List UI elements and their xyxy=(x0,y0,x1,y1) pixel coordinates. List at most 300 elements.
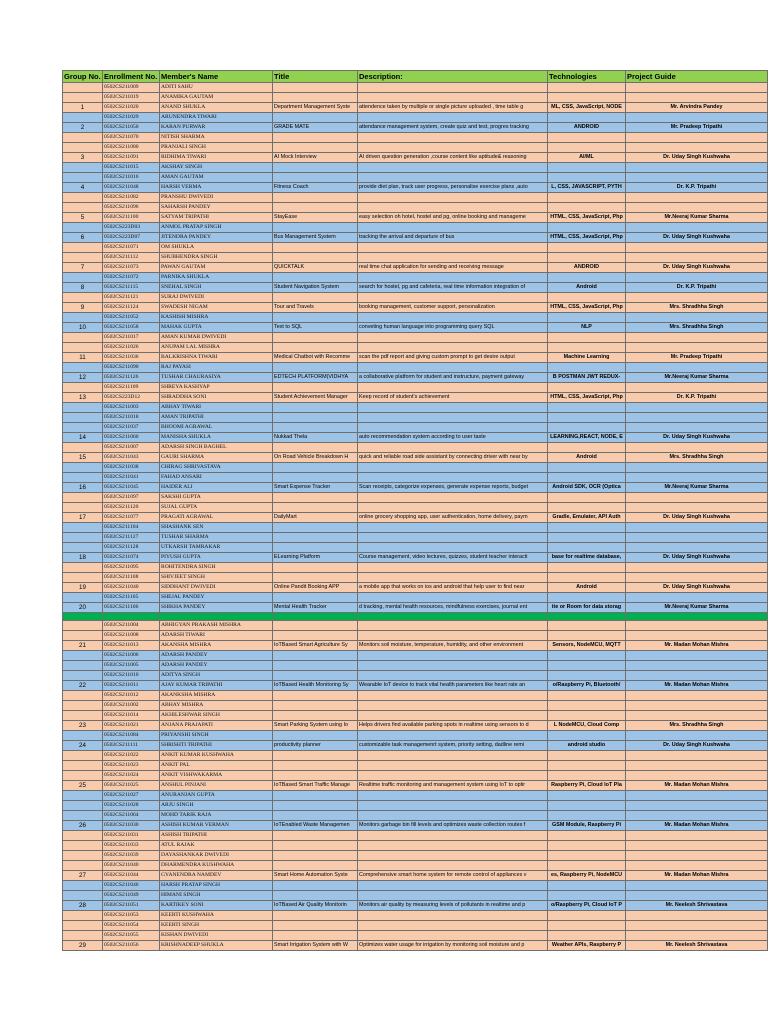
group-number-cell[interactable] xyxy=(63,173,103,183)
group-number-cell[interactable]: 16 xyxy=(63,483,103,493)
project-guide-cell[interactable]: Dr. Uday Singh Kushwaha xyxy=(626,153,768,163)
project-guide-cell[interactable] xyxy=(626,771,768,781)
enrollment-cell[interactable]: 0502CS211021 xyxy=(103,721,160,731)
group-number-cell[interactable]: 3 xyxy=(63,153,103,163)
group-number-cell[interactable] xyxy=(63,921,103,931)
description-cell[interactable]: Monitors air quality by measuring levels of pollutants in realtime and p xyxy=(358,901,548,911)
member-name-cell[interactable]: ANAMIKA GAUTAM xyxy=(160,93,273,103)
description-cell[interactable] xyxy=(358,861,548,871)
description-cell[interactable]: tracking the arrival and departure of bus xyxy=(358,233,548,243)
title-cell[interactable]: On Road Vehicle Breakdown H xyxy=(273,453,358,463)
enrollment-cell[interactable]: 0502CS211073 xyxy=(103,263,160,273)
member-name-cell[interactable]: ADITI SAHU xyxy=(160,83,273,93)
project-guide-cell[interactable] xyxy=(626,363,768,373)
group-number-cell[interactable]: 11 xyxy=(63,353,103,363)
enrollment-cell[interactable]: 0502CS211037 xyxy=(103,423,160,433)
technologies-cell[interactable] xyxy=(548,911,626,921)
description-cell[interactable] xyxy=(358,493,548,503)
description-cell[interactable] xyxy=(358,443,548,453)
project-guide-cell[interactable] xyxy=(626,523,768,533)
technologies-cell[interactable] xyxy=(548,573,626,583)
technologies-cell[interactable] xyxy=(548,881,626,891)
technologies-cell[interactable]: android studio xyxy=(548,741,626,751)
project-guide-cell[interactable]: Mr. Madan Mohan Mishra xyxy=(626,641,768,651)
technologies-cell[interactable] xyxy=(548,93,626,103)
enrollment-cell[interactable]: 0502CS211031 xyxy=(103,831,160,841)
description-cell[interactable] xyxy=(358,533,548,543)
group-number-cell[interactable] xyxy=(63,543,103,553)
title-cell[interactable]: Nukkad Thela xyxy=(273,433,358,443)
member-name-cell[interactable]: TUSHAR CHAURASIYA xyxy=(160,373,273,383)
group-number-cell[interactable]: 7 xyxy=(63,263,103,273)
title-cell[interactable] xyxy=(273,203,358,213)
project-guide-cell[interactable]: Mr. Madan Mohan Mishra xyxy=(626,821,768,831)
project-guide-cell[interactable]: Mrs. Shradhha Singh xyxy=(626,323,768,333)
title-cell[interactable]: EDTECH PLATFORM(VIDHYA xyxy=(273,373,358,383)
description-cell[interactable] xyxy=(358,593,548,603)
technologies-cell[interactable]: base for realtime database, xyxy=(548,553,626,563)
title-cell[interactable]: Student Achievement Manager xyxy=(273,393,358,403)
group-number-cell[interactable] xyxy=(63,523,103,533)
enrollment-cell[interactable]: 0502CS211014 xyxy=(103,711,160,721)
enrollment-cell[interactable]: 0502CS211111 xyxy=(103,741,160,751)
project-guide-cell[interactable] xyxy=(626,731,768,741)
group-number-cell[interactable] xyxy=(63,83,103,93)
group-number-cell[interactable] xyxy=(63,533,103,543)
group-number-cell[interactable]: 20 xyxy=(63,603,103,613)
technologies-cell[interactable] xyxy=(548,173,626,183)
title-cell[interactable] xyxy=(273,253,358,263)
technologies-cell[interactable] xyxy=(548,811,626,821)
description-cell[interactable] xyxy=(358,831,548,841)
group-number-cell[interactable]: 29 xyxy=(63,941,103,951)
description-cell[interactable] xyxy=(358,463,548,473)
enrollment-cell[interactable]: 0502CS223D03 xyxy=(103,223,160,233)
group-number-cell[interactable] xyxy=(63,711,103,721)
member-name-cell[interactable]: FAHAD ANSARI xyxy=(160,473,273,483)
group-number-cell[interactable] xyxy=(63,661,103,671)
technologies-cell[interactable]: ite or Room for data storag xyxy=(548,603,626,613)
description-cell[interactable] xyxy=(358,473,548,483)
member-name-cell[interactable]: ADARSH PANDEY xyxy=(160,661,273,671)
project-guide-cell[interactable] xyxy=(626,921,768,931)
group-number-cell[interactable] xyxy=(63,751,103,761)
technologies-cell[interactable] xyxy=(548,631,626,641)
member-name-cell[interactable]: SHREYA KASHYAP xyxy=(160,383,273,393)
description-cell[interactable] xyxy=(358,751,548,761)
title-cell[interactable]: Medical Chatbot with Recomme xyxy=(273,353,358,363)
group-number-cell[interactable] xyxy=(63,413,103,423)
enrollment-cell[interactable]: 0502CS211070 xyxy=(103,133,160,143)
technologies-cell[interactable] xyxy=(548,193,626,203)
enrollment-cell[interactable]: 0502CS211050 xyxy=(103,123,160,133)
enrollment-cell[interactable]: 0502CS211022 xyxy=(103,751,160,761)
technologies-cell[interactable] xyxy=(548,363,626,373)
enrollment-cell[interactable]: 0502CS211012 xyxy=(103,691,160,701)
project-guide-cell[interactable]: Mr. Madan Mohan Mishra xyxy=(626,681,768,691)
member-name-cell[interactable]: SNEHAL SINGH xyxy=(160,283,273,293)
enrollment-cell[interactable]: 0502CS211023 xyxy=(103,761,160,771)
group-number-cell[interactable]: 12 xyxy=(63,373,103,383)
group-number-cell[interactable]: 25 xyxy=(63,781,103,791)
enrollment-cell[interactable]: 0502CS211039 xyxy=(103,851,160,861)
title-cell[interactable] xyxy=(273,383,358,393)
project-guide-cell[interactable]: Mrs. Shradhha Singh xyxy=(626,721,768,731)
enrollment-cell[interactable]: 0502CS211003 xyxy=(103,403,160,413)
description-cell[interactable] xyxy=(358,811,548,821)
description-cell[interactable] xyxy=(358,143,548,153)
enrollment-cell[interactable]: 0502CS211128 xyxy=(103,543,160,553)
enrollment-cell[interactable]: 0502CS211049 xyxy=(103,891,160,901)
enrollment-cell[interactable]: 0502CS211041 xyxy=(103,473,160,483)
enrollment-cell[interactable]: 0502CS211046 xyxy=(103,881,160,891)
title-cell[interactable] xyxy=(273,493,358,503)
technologies-cell[interactable] xyxy=(548,593,626,603)
enrollment-cell[interactable]: 0502CS211077 xyxy=(103,513,160,523)
enrollment-cell[interactable]: 0502CS211040 xyxy=(103,861,160,871)
group-number-cell[interactable]: 24 xyxy=(63,741,103,751)
project-guide-cell[interactable] xyxy=(626,701,768,711)
project-guide-cell[interactable]: Mrs. Shradhha Singh xyxy=(626,453,768,463)
project-guide-cell[interactable] xyxy=(626,891,768,901)
technologies-cell[interactable]: ANDROID xyxy=(548,123,626,133)
title-cell[interactable] xyxy=(273,831,358,841)
title-cell[interactable] xyxy=(273,403,358,413)
enrollment-cell[interactable]: 0502CS211011 xyxy=(103,681,160,691)
title-cell[interactable] xyxy=(273,811,358,821)
title-cell[interactable] xyxy=(273,801,358,811)
title-cell[interactable] xyxy=(273,273,358,283)
technologies-cell[interactable] xyxy=(548,851,626,861)
member-name-cell[interactable]: SIDDHANT DWIVEDI xyxy=(160,583,273,593)
title-cell[interactable] xyxy=(273,463,358,473)
enrollment-cell[interactable]: 0502CS211105 xyxy=(103,593,160,603)
title-cell[interactable] xyxy=(273,761,358,771)
description-cell[interactable]: AI driven question generation ,course content like aptitude& reasoning xyxy=(358,153,548,163)
enrollment-cell[interactable]: 0502CS211005 xyxy=(103,661,160,671)
technologies-cell[interactable] xyxy=(548,223,626,233)
group-number-cell[interactable] xyxy=(63,891,103,901)
project-guide-cell[interactable] xyxy=(626,691,768,701)
description-cell[interactable] xyxy=(358,413,548,423)
project-guide-cell[interactable] xyxy=(626,473,768,483)
technologies-cell[interactable] xyxy=(548,761,626,771)
member-name-cell[interactable]: RAJ PAYASI xyxy=(160,363,273,373)
description-cell[interactable] xyxy=(358,223,548,233)
technologies-cell[interactable]: es, Raspberry Pi, NodeMCU xyxy=(548,871,626,881)
member-name-cell[interactable]: MANISHA SHUKLA xyxy=(160,433,273,443)
group-number-cell[interactable] xyxy=(63,811,103,821)
group-number-cell[interactable] xyxy=(63,143,103,153)
member-name-cell[interactable]: KARAN PURWAR xyxy=(160,123,273,133)
title-cell[interactable] xyxy=(273,671,358,681)
enrollment-cell[interactable]: 0502CS211019 xyxy=(103,93,160,103)
enrollment-cell[interactable]: 0502CS211084 xyxy=(103,731,160,741)
project-guide-cell[interactable] xyxy=(626,403,768,413)
description-cell[interactable] xyxy=(358,911,548,921)
member-name-cell[interactable]: ADARSH PANDEY xyxy=(160,651,273,661)
enrollment-cell[interactable]: 0502CS211120 xyxy=(103,503,160,513)
description-cell[interactable] xyxy=(358,881,548,891)
group-number-cell[interactable] xyxy=(63,841,103,851)
project-guide-cell[interactable] xyxy=(626,661,768,671)
member-name-cell[interactable]: KRISHNADEEP SHUKLA xyxy=(160,941,273,951)
member-name-cell[interactable]: KARTIKEY SONI xyxy=(160,901,273,911)
technologies-cell[interactable] xyxy=(548,891,626,901)
description-cell[interactable]: Comprehensive smart home system for remote control of appliances v xyxy=(358,871,548,881)
title-cell[interactable]: Mental Health Tracker xyxy=(273,603,358,613)
title-cell[interactable]: Text to SQL xyxy=(273,323,358,333)
enrollment-cell[interactable]: 0502CS211029 xyxy=(103,113,160,123)
project-guide-cell[interactable] xyxy=(626,841,768,851)
title-cell[interactable] xyxy=(273,841,358,851)
member-name-cell[interactable]: SUJAL GUPTA xyxy=(160,503,273,513)
project-guide-cell[interactable]: Mr.Neeraj Kumar Sharma xyxy=(626,213,768,223)
title-cell[interactable] xyxy=(273,113,358,123)
description-cell[interactable]: Realtime traffic monitoring and management system using IoT to optir xyxy=(358,781,548,791)
description-cell[interactable]: scan the pdf report and giving custom prompt to get desire output xyxy=(358,353,548,363)
project-guide-cell[interactable] xyxy=(626,333,768,343)
project-guide-cell[interactable]: Mr.Neeraj Kumar Sharma xyxy=(626,373,768,383)
group-number-cell[interactable] xyxy=(63,363,103,373)
enrollment-cell[interactable]: 0502CS211100 xyxy=(103,213,160,223)
enrollment-cell[interactable]: 0502CS211096 xyxy=(103,203,160,213)
project-guide-cell[interactable]: Mr.Neeraj Kumar Sharma xyxy=(626,483,768,493)
group-number-cell[interactable]: 23 xyxy=(63,721,103,731)
technologies-cell[interactable] xyxy=(548,313,626,323)
title-cell[interactable]: IoTBased Smart Agriculture Sy xyxy=(273,641,358,651)
technologies-cell[interactable] xyxy=(548,751,626,761)
member-name-cell[interactable]: SHUBHENDRA SINGH xyxy=(160,253,273,263)
group-number-cell[interactable]: 13 xyxy=(63,393,103,403)
title-cell[interactable] xyxy=(273,313,358,323)
enrollment-cell[interactable]: 0502CS211044 xyxy=(103,871,160,881)
technologies-cell[interactable] xyxy=(548,533,626,543)
project-guide-cell[interactable] xyxy=(626,621,768,631)
technologies-cell[interactable]: o/Raspberry Pi, Bluetooth/ xyxy=(548,681,626,691)
enrollment-cell[interactable]: 0502CS211009 xyxy=(103,83,160,93)
header-project-guide[interactable]: Project Guide xyxy=(626,71,768,83)
enrollment-cell[interactable]: 0502CS211108 xyxy=(103,573,160,583)
member-name-cell[interactable]: KASHISH MISHRA xyxy=(160,313,273,323)
technologies-cell[interactable]: o/Raspberry Pi, Cloud IoT P xyxy=(548,901,626,911)
description-cell[interactable] xyxy=(358,93,548,103)
member-name-cell[interactable]: AKSHAY SINGH xyxy=(160,163,273,173)
member-name-cell[interactable]: RIDHIMA TIWARI xyxy=(160,153,273,163)
technologies-cell[interactable] xyxy=(548,383,626,393)
project-guide-cell[interactable] xyxy=(626,413,768,423)
group-number-cell[interactable]: 8 xyxy=(63,283,103,293)
description-cell[interactable] xyxy=(358,523,548,533)
description-cell[interactable]: Course management, video lectures, quizzes, student teacher interacti xyxy=(358,553,548,563)
project-guide-cell[interactable] xyxy=(626,243,768,253)
technologies-cell[interactable] xyxy=(548,133,626,143)
description-cell[interactable] xyxy=(358,543,548,553)
member-name-cell[interactable]: AMAN GAUTAM xyxy=(160,173,273,183)
group-number-cell[interactable] xyxy=(63,701,103,711)
member-name-cell[interactable]: AMAN KUMAR DWIVEDI xyxy=(160,333,273,343)
title-cell[interactable] xyxy=(273,523,358,533)
member-name-cell[interactable]: AJAY KUMAR TRIPATHI xyxy=(160,681,273,691)
enrollment-cell[interactable]: 0502CS211004 xyxy=(103,621,160,631)
group-number-cell[interactable] xyxy=(63,443,103,453)
description-cell[interactable]: attendence taken by multiple or single picture uploaded , time table g xyxy=(358,103,548,113)
title-cell[interactable] xyxy=(273,851,358,861)
enrollment-cell[interactable]: 0502CS211028 xyxy=(103,801,160,811)
title-cell[interactable]: Smart Irrigation System with W xyxy=(273,941,358,951)
group-number-cell[interactable] xyxy=(63,193,103,203)
enrollment-cell[interactable]: 0502CS211024 xyxy=(103,771,160,781)
description-cell[interactable] xyxy=(358,133,548,143)
group-number-cell[interactable]: 26 xyxy=(63,821,103,831)
project-guide-cell[interactable] xyxy=(626,563,768,573)
member-name-cell[interactable]: ANAND SHUKLA xyxy=(160,103,273,113)
group-number-cell[interactable] xyxy=(63,621,103,631)
group-number-cell[interactable] xyxy=(63,383,103,393)
member-name-cell[interactable]: ANKIT PAL xyxy=(160,761,273,771)
technologies-cell[interactable] xyxy=(548,413,626,423)
title-cell[interactable] xyxy=(273,83,358,93)
member-name-cell[interactable]: KISHAN DWIVEDI xyxy=(160,931,273,941)
header-technologies[interactable]: Technologies xyxy=(548,71,626,83)
technologies-cell[interactable] xyxy=(548,203,626,213)
enrollment-cell[interactable]: 0502CS211126 xyxy=(103,373,160,383)
enrollment-cell[interactable]: 0502CS211082 xyxy=(103,193,160,203)
technologies-cell[interactable] xyxy=(548,243,626,253)
member-name-cell[interactable]: GYANENDRA NAMDEV xyxy=(160,871,273,881)
technologies-cell[interactable]: LEARNING,REACT, NODE, E xyxy=(548,433,626,443)
member-name-cell[interactable]: ABHAY TIWARI xyxy=(160,403,273,413)
title-cell[interactable] xyxy=(273,593,358,603)
enrollment-cell[interactable]: 0502CS223D12 xyxy=(103,393,160,403)
title-cell[interactable] xyxy=(273,931,358,941)
technologies-cell[interactable] xyxy=(548,273,626,283)
group-number-cell[interactable]: 15 xyxy=(63,453,103,463)
title-cell[interactable] xyxy=(273,343,358,353)
enrollment-cell[interactable]: 0502CS211033 xyxy=(103,841,160,851)
description-cell[interactable]: conveting human language into programming query SQL xyxy=(358,323,548,333)
description-cell[interactable] xyxy=(358,801,548,811)
title-cell[interactable] xyxy=(273,711,358,721)
group-number-cell[interactable] xyxy=(63,631,103,641)
description-cell[interactable] xyxy=(358,273,548,283)
project-guide-cell[interactable] xyxy=(626,293,768,303)
group-number-cell[interactable] xyxy=(63,423,103,433)
description-cell[interactable]: Optimizes water usage for irrigation by monitoring soil moisture and p xyxy=(358,941,548,951)
member-name-cell[interactable]: ANSHUL PINJANI xyxy=(160,781,273,791)
member-name-cell[interactable]: PRANSHU DWIVEDI xyxy=(160,193,273,203)
enrollment-cell[interactable]: 0502CS211027 xyxy=(103,791,160,801)
enrollment-cell[interactable]: 0502CS211045 xyxy=(103,483,160,493)
description-cell[interactable] xyxy=(358,203,548,213)
title-cell[interactable] xyxy=(273,651,358,661)
technologies-cell[interactable] xyxy=(548,791,626,801)
description-cell[interactable]: Helps drivers find available parking spots in realtime using sensors to d xyxy=(358,721,548,731)
project-guide-cell[interactable] xyxy=(626,573,768,583)
group-number-cell[interactable]: 14 xyxy=(63,433,103,443)
technologies-cell[interactable] xyxy=(548,771,626,781)
technologies-cell[interactable] xyxy=(548,83,626,93)
technologies-cell[interactable]: Android xyxy=(548,283,626,293)
technologies-cell[interactable] xyxy=(548,143,626,153)
technologies-cell[interactable] xyxy=(548,651,626,661)
group-number-cell[interactable] xyxy=(63,493,103,503)
member-name-cell[interactable]: ASHISH TRIPATHI xyxy=(160,831,273,841)
description-cell[interactable] xyxy=(358,791,548,801)
title-cell[interactable]: IoTBased Air Quality Monitorin xyxy=(273,901,358,911)
project-guide-cell[interactable] xyxy=(626,193,768,203)
member-name-cell[interactable]: AKANKSHA MISHRA xyxy=(160,691,273,701)
group-number-cell[interactable]: 4 xyxy=(63,183,103,193)
description-cell[interactable]: Scan receipts, categorize expenses, generate expense reports, budget xyxy=(358,483,548,493)
title-cell[interactable]: QUICKTALK xyxy=(273,263,358,273)
technologies-cell[interactable] xyxy=(548,831,626,841)
title-cell[interactable] xyxy=(273,573,358,583)
enrollment-cell[interactable]: 0502CS211040 xyxy=(103,583,160,593)
technologies-cell[interactable] xyxy=(548,563,626,573)
title-cell[interactable] xyxy=(273,193,358,203)
project-guide-cell[interactable] xyxy=(626,911,768,921)
description-cell[interactable] xyxy=(358,701,548,711)
group-number-cell[interactable]: 10 xyxy=(63,323,103,333)
title-cell[interactable] xyxy=(273,563,358,573)
group-number-cell[interactable]: 27 xyxy=(63,871,103,881)
description-cell[interactable] xyxy=(358,383,548,393)
project-guide-cell[interactable] xyxy=(626,203,768,213)
member-name-cell[interactable]: GAURI SHARMA xyxy=(160,453,273,463)
technologies-cell[interactable] xyxy=(548,701,626,711)
enrollment-cell[interactable]: 0502CS211056 xyxy=(103,941,160,951)
technologies-cell[interactable] xyxy=(548,621,626,631)
description-cell[interactable]: d tracking, mental health resources, mindfulness exercises, journal ent xyxy=(358,603,548,613)
project-guide-cell[interactable] xyxy=(626,533,768,543)
description-cell[interactable] xyxy=(358,761,548,771)
enrollment-cell[interactable]: 0502CS211007 xyxy=(103,443,160,453)
group-number-cell[interactable] xyxy=(63,403,103,413)
group-number-cell[interactable] xyxy=(63,113,103,123)
member-name-cell[interactable]: ARJU SINGH xyxy=(160,801,273,811)
technologies-cell[interactable] xyxy=(548,931,626,941)
project-guide-cell[interactable] xyxy=(626,503,768,513)
title-cell[interactable] xyxy=(273,93,358,103)
group-number-cell[interactable]: 22 xyxy=(63,681,103,691)
title-cell[interactable] xyxy=(273,363,358,373)
member-name-cell[interactable]: TUSHAR SHARMA xyxy=(160,533,273,543)
header-enrollment-no[interactable]: Enrollment No. xyxy=(103,71,160,83)
description-cell[interactable] xyxy=(358,921,548,931)
project-guide-cell[interactable] xyxy=(626,761,768,771)
technologies-cell[interactable] xyxy=(548,293,626,303)
enrollment-cell[interactable]: 0502CS211030 xyxy=(103,821,160,831)
enrollment-cell[interactable]: 0502CS211018 xyxy=(103,413,160,423)
description-cell[interactable]: auto recommendation system according to user taste xyxy=(358,433,548,443)
title-cell[interactable]: IoTBased Smart Traffic Manage xyxy=(273,781,358,791)
title-cell[interactable]: AI Mock Interview xyxy=(273,153,358,163)
project-guide-cell[interactable] xyxy=(626,143,768,153)
enrollment-cell[interactable]: 0502CS211054 xyxy=(103,921,160,931)
technologies-cell[interactable] xyxy=(548,343,626,353)
group-number-cell[interactable] xyxy=(63,473,103,483)
project-guide-cell[interactable]: Mr. Neelesh Shrivastava xyxy=(626,941,768,951)
project-guide-cell[interactable]: Mr. Arvindra Pandey xyxy=(626,103,768,113)
title-cell[interactable] xyxy=(273,533,358,543)
enrollment-cell[interactable]: 0502CS211072 xyxy=(103,273,160,283)
project-guide-cell[interactable]: Mr. Pradeep Tripathi xyxy=(626,353,768,363)
technologies-cell[interactable] xyxy=(548,691,626,701)
project-guide-cell[interactable] xyxy=(626,631,768,641)
description-cell[interactable] xyxy=(358,771,548,781)
description-cell[interactable] xyxy=(358,671,548,681)
